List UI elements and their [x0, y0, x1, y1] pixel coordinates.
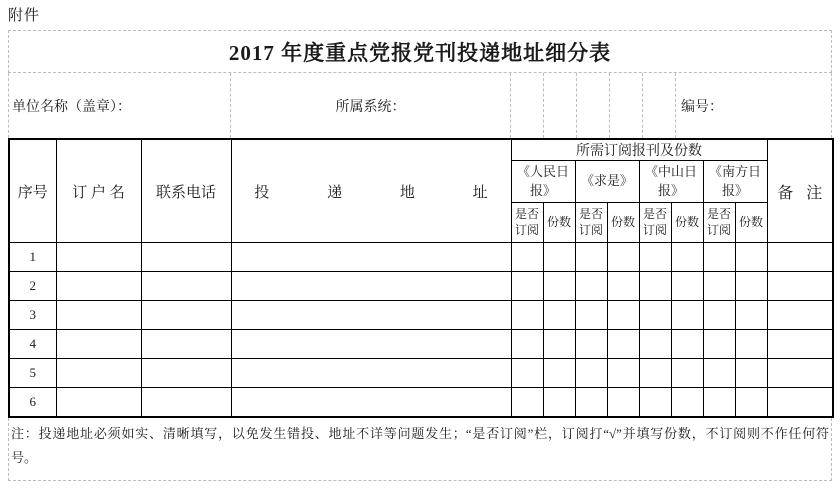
cell-subscribe-4[interactable]	[703, 330, 735, 359]
cell-delivery-address[interactable]	[231, 243, 511, 272]
cell-copies-4[interactable]	[735, 359, 767, 388]
cell-subscriber-name[interactable]	[56, 388, 141, 417]
cell-copies-2[interactable]	[607, 301, 639, 330]
cell-subscribe-4[interactable]	[703, 359, 735, 388]
cell-remarks[interactable]	[767, 243, 833, 272]
cell-subscribe-2[interactable]	[575, 301, 607, 330]
subscription-table	[8, 138, 834, 418]
cell-copies-3[interactable]	[671, 243, 703, 272]
cell-subscribe-2[interactable]	[575, 388, 607, 417]
cell-subscribe-3[interactable]	[639, 301, 671, 330]
cell-subscriber-name[interactable]	[56, 330, 141, 359]
cell-subscribe-1[interactable]	[511, 359, 543, 388]
cell-delivery-address[interactable]	[231, 301, 511, 330]
cell-subscribe-2[interactable]	[575, 359, 607, 388]
col-header-publication-nanfang-daily: 《南方日报》	[703, 161, 767, 203]
gridline-cell	[577, 73, 610, 138]
cell-subscribe-2[interactable]	[575, 243, 607, 272]
table-row	[9, 330, 833, 359]
table-row	[9, 272, 833, 301]
cell-subscribe-4[interactable]	[703, 388, 735, 417]
attachment-label: 附件	[8, 8, 41, 24]
col-header-delivery-address: 投 递 地 址	[231, 139, 511, 243]
col-header-publication-zhongshan-daily: 《中山日报》	[639, 161, 703, 203]
gridline-cell	[511, 73, 544, 138]
cell-subscribe-3[interactable]	[639, 359, 671, 388]
cell-subscribe-3[interactable]	[639, 243, 671, 272]
cell-remarks[interactable]	[767, 272, 833, 301]
cell-delivery-address[interactable]	[231, 388, 511, 417]
info-row	[8, 73, 832, 138]
col-header-subscribe: 是否订阅	[511, 203, 543, 243]
form-table-head-rows	[9, 139, 833, 243]
cell-copies-4[interactable]	[735, 243, 767, 272]
cell-contact-phone[interactable]	[141, 330, 231, 359]
form-table	[8, 30, 832, 481]
form-table-body	[9, 243, 833, 417]
footnote-line: 号。	[11, 449, 38, 465]
cell-contact-phone[interactable]	[141, 301, 231, 330]
system-field[interactable]	[231, 73, 511, 138]
footnote	[8, 418, 832, 481]
cell-copies-3[interactable]	[671, 388, 703, 417]
cell-subscribe-1[interactable]	[511, 330, 543, 359]
header-row-1	[9, 139, 833, 161]
cell-subscribe-4[interactable]	[703, 272, 735, 301]
cell-delivery-address[interactable]	[231, 359, 511, 388]
cell-copies-3[interactable]	[671, 272, 703, 301]
cell-copies-2[interactable]	[607, 330, 639, 359]
table-row	[9, 388, 833, 417]
cell-subscribe-3[interactable]	[639, 388, 671, 417]
col-header-contact-phone: 联系电话	[141, 139, 231, 243]
col-header-copies: 份数	[543, 203, 575, 243]
form-title: 2017 年度重点党报党刊投递地址细分表	[8, 30, 832, 73]
cell-copies-2[interactable]	[607, 272, 639, 301]
cell-subscribe-3[interactable]	[639, 272, 671, 301]
cell-copies-3[interactable]	[671, 330, 703, 359]
cell-copies-4[interactable]	[735, 301, 767, 330]
cell-copies-4[interactable]	[735, 330, 767, 359]
cell-copies-1[interactable]	[543, 359, 575, 388]
cell-serial: 1	[9, 243, 56, 272]
unit-name-seal-field[interactable]	[9, 73, 231, 138]
cell-subscribe-1[interactable]	[511, 272, 543, 301]
cell-copies-1[interactable]	[543, 330, 575, 359]
cell-copies-1[interactable]	[543, 388, 575, 417]
col-header-publication-peoples-daily: 《人民日报》	[511, 161, 575, 203]
cell-subscribe-4[interactable]	[703, 301, 735, 330]
cell-subscribe-1[interactable]	[511, 301, 543, 330]
code-label: 编号：	[681, 99, 723, 115]
cell-subscribe-1[interactable]	[511, 388, 543, 417]
cell-serial: 5	[9, 359, 56, 388]
cell-copies-2[interactable]	[607, 359, 639, 388]
cell-copies-4[interactable]	[735, 272, 767, 301]
cell-remarks[interactable]	[767, 330, 833, 359]
col-header-subscribe: 是否订阅	[703, 203, 735, 243]
cell-serial: 4	[9, 330, 56, 359]
cell-serial: 3	[9, 301, 56, 330]
cell-copies-3[interactable]	[671, 359, 703, 388]
table-row	[9, 359, 833, 388]
gridline-cell	[544, 73, 577, 138]
col-header-subscriptions-group: 所需订阅报刊及份数	[511, 139, 767, 161]
cell-delivery-address[interactable]	[231, 330, 511, 359]
cell-remarks[interactable]	[767, 359, 833, 388]
cell-copies-3[interactable]	[671, 301, 703, 330]
cell-delivery-address[interactable]	[231, 272, 511, 301]
cell-contact-phone[interactable]	[141, 359, 231, 388]
table-row	[9, 243, 833, 272]
col-header-serial: 序号	[9, 139, 56, 243]
cell-serial: 6	[9, 388, 56, 417]
cell-copies-4[interactable]	[735, 388, 767, 417]
cell-contact-phone[interactable]	[141, 243, 231, 272]
cell-contact-phone[interactable]	[141, 272, 231, 301]
col-header-remarks: 备 注	[767, 139, 833, 243]
col-header-publication-qiushi: 《求是》	[575, 161, 639, 203]
cell-remarks[interactable]	[767, 301, 833, 330]
cell-copies-2[interactable]	[607, 243, 639, 272]
gridline-cell	[643, 73, 676, 138]
col-header-subscribe: 是否订阅	[639, 203, 671, 243]
cell-copies-1[interactable]	[543, 243, 575, 272]
col-header-copies: 份数	[607, 203, 639, 243]
cell-subscribe-1[interactable]	[511, 243, 543, 272]
cell-subscriber-name[interactable]	[56, 243, 141, 272]
cell-remarks[interactable]	[767, 388, 833, 417]
table-row	[9, 301, 833, 330]
cell-copies-1[interactable]	[543, 301, 575, 330]
cell-serial: 2	[9, 272, 56, 301]
unit-name-seal-label: 单位名称（盖章）：	[12, 99, 131, 115]
cell-copies-1[interactable]	[543, 272, 575, 301]
cell-contact-phone[interactable]	[141, 388, 231, 417]
cell-subscribe-3[interactable]	[639, 330, 671, 359]
cell-subscribe-2[interactable]	[575, 330, 607, 359]
cell-subscriber-name[interactable]	[56, 301, 141, 330]
cell-subscribe-2[interactable]	[575, 272, 607, 301]
cell-subscriber-name[interactable]	[56, 359, 141, 388]
cell-subscriber-name[interactable]	[56, 272, 141, 301]
footnote-line: 注：投递地址必须如实、清晰填写，以免发生错投、地址不详等问题发生；“是否订阅”栏，订阅打“√”并填写份数，不订阅则不作任何符	[11, 425, 829, 441]
code-field[interactable]	[676, 73, 831, 138]
col-header-subscriber-name: 订 户 名	[56, 139, 141, 243]
system-label: 所属系统：	[335, 99, 406, 115]
col-header-subscribe: 是否订阅	[575, 203, 607, 243]
col-header-copies: 份数	[735, 203, 767, 243]
col-header-copies: 份数	[671, 203, 703, 243]
cell-subscribe-4[interactable]	[703, 243, 735, 272]
gridline-cell	[610, 73, 643, 138]
cell-copies-2[interactable]	[607, 388, 639, 417]
